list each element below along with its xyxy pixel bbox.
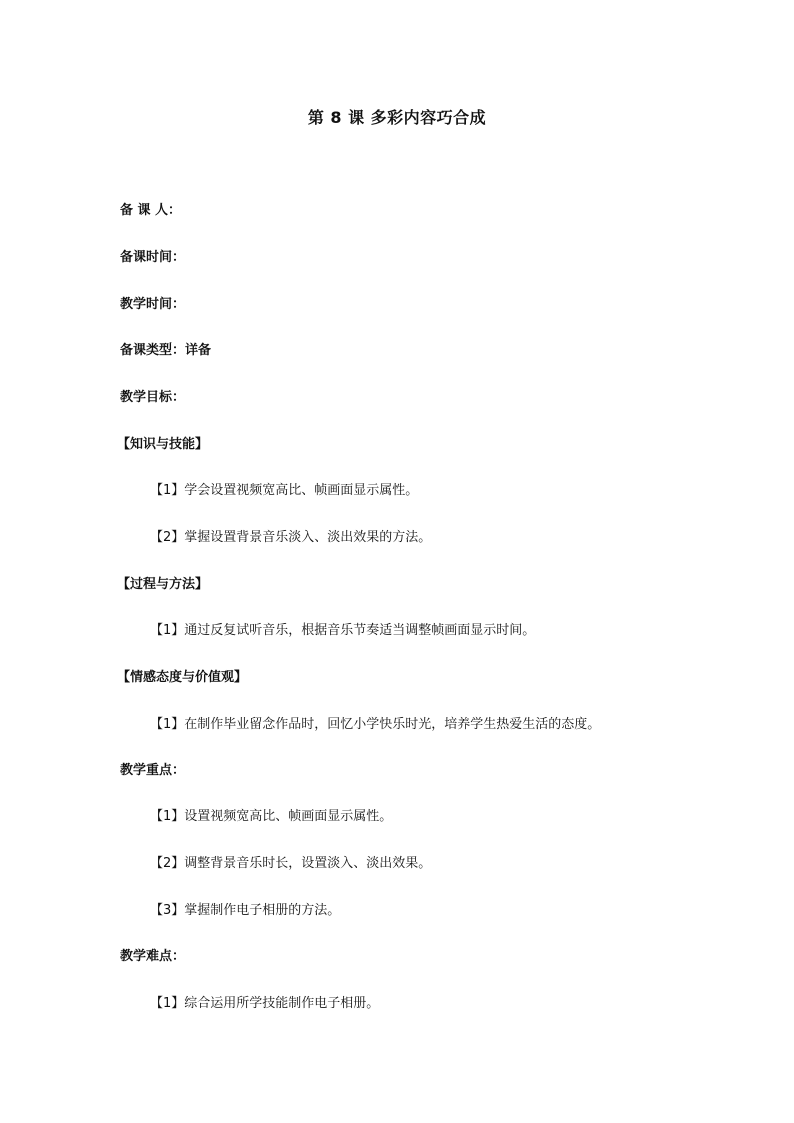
- emotion-heading: 【情感态度与价值观】: [117, 670, 248, 685]
- lesson-title: 第 8 课 多彩内容巧合成: [307, 108, 487, 127]
- knowledge-item: 【1】学会设置视频宽高比、帧画面显示属性。: [150, 483, 419, 498]
- process-item: 【1】通过反复试听音乐，根据音乐节奏适当调整帧画面显示时间。: [150, 623, 536, 638]
- difficulties-heading: 教学难点：: [120, 949, 186, 964]
- difficulty-item: 【1】综合运用所学技能制作电子相册。: [150, 996, 380, 1011]
- knowledge-item: 【2】掌握设置背景音乐淡入、淡出效果的方法。: [150, 530, 432, 545]
- key-point-item: 【1】设置视频宽高比、帧画面显示属性。: [150, 809, 393, 824]
- process-heading: 【过程与方法】: [117, 577, 209, 592]
- key-point-item: 【3】掌握制作电子相册的方法。: [150, 903, 341, 918]
- key-point-item: 【2】调整背景音乐时长，设置淡入、淡出效果。: [150, 856, 432, 871]
- objectives-heading: 教学目标：: [120, 390, 186, 405]
- preparer-field: 备 课 人：: [120, 203, 182, 218]
- emotion-item: 【1】在制作毕业留念作品时，回忆小学快乐时光，培养学生热爱生活的态度。: [150, 717, 601, 732]
- prep-time-field: 备课时间：: [120, 250, 186, 265]
- knowledge-heading: 【知识与技能】: [117, 437, 209, 452]
- teach-time-field: 教学时间：: [120, 297, 186, 312]
- prep-type-field: 备课类型：详备: [120, 343, 212, 358]
- key-points-heading: 教学重点：: [120, 763, 186, 778]
